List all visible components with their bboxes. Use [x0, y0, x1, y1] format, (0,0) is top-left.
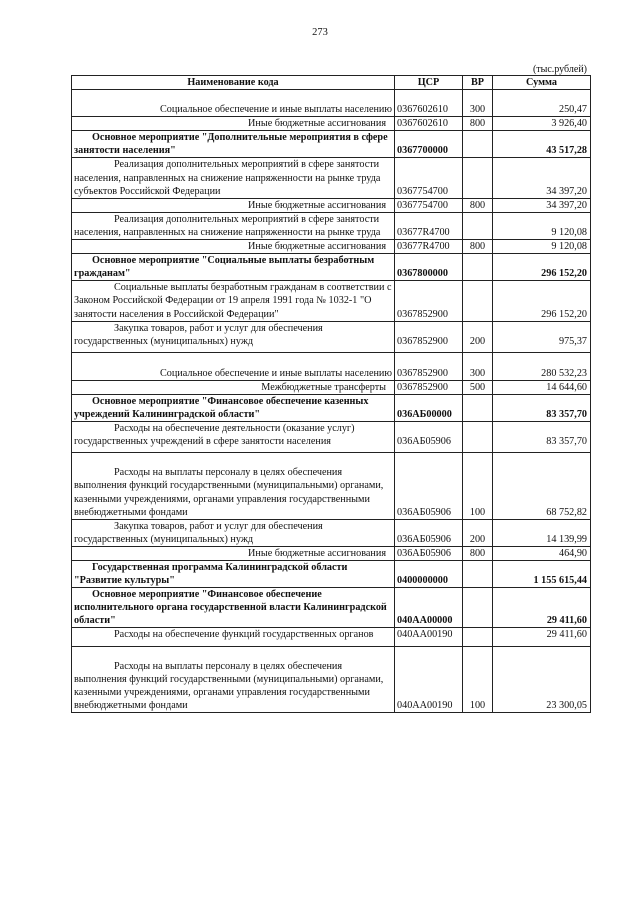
- row-vr: 800: [463, 198, 493, 212]
- header-name: Наименование кода: [72, 76, 395, 90]
- row-name: Иные бюджетные ассигнования: [72, 117, 395, 131]
- row-sum: 34 397,20: [493, 198, 591, 212]
- row-name: Расходы на выплаты персоналу в целях обеспечения выполнения функций государственными (муниципальными) органами, казенными учреждениями, органами управления государственными внебюджетными фондами: [72, 453, 395, 519]
- row-name: Социальное обеспечение и иные выплаты населению: [72, 352, 395, 380]
- row-name: Основное мероприятие "Социальные выплаты безработным гражданам": [72, 254, 395, 281]
- row-vr: 100: [463, 646, 493, 712]
- row-vr: 200: [463, 321, 493, 352]
- row-sum: 1 155 615,44: [493, 561, 591, 588]
- row-sum: 83 357,70: [493, 422, 591, 453]
- row-csr: 036АБ05906: [395, 453, 463, 519]
- row-csr: 036АБ05906: [395, 422, 463, 453]
- table-row: [72, 628, 591, 646]
- row-csr: 0367852900: [395, 281, 463, 321]
- row-name: Закупка товаров, работ и услуг для обеспечения государственных (муниципальных) нужд: [72, 321, 395, 352]
- row-sum: 34 397,20: [493, 158, 591, 198]
- row-sum: 68 752,82: [493, 453, 591, 519]
- row-name: Государственная программа Калининградской области "Развитие культуры": [72, 561, 395, 588]
- row-csr: 0367754700: [395, 198, 463, 212]
- row-csr: 0367700000: [395, 131, 463, 158]
- page-number: 273: [312, 27, 328, 38]
- row-sum: 23 300,05: [493, 646, 591, 712]
- row-name: Расходы на выплаты персоналу в целях обеспечения выполнения функций государственными (муниципальными) органами, казенными учреждениями, органами управления государственными внебюджетными фондами: [72, 646, 395, 712]
- table-row: [72, 198, 591, 212]
- row-vr: 300: [463, 90, 493, 117]
- row-name: Закупка товаров, работ и услуг для обеспечения государственных (муниципальных) нужд: [72, 519, 395, 546]
- unit-note: (тыс.рублей): [532, 64, 587, 75]
- row-sum: 250,47: [493, 90, 591, 117]
- row-name: Расходы на обеспечение функций государственных органов: [72, 628, 395, 646]
- table-body: [72, 90, 591, 713]
- table-header-row: [72, 76, 591, 90]
- table-row: [72, 519, 591, 546]
- table-row: [72, 422, 591, 453]
- row-vr: [463, 281, 493, 321]
- table-row: [72, 131, 591, 158]
- table-row: [72, 453, 591, 519]
- row-name: Социальное обеспечение и иные выплаты населению: [72, 90, 395, 117]
- row-name: Расходы на обеспечение деятельности (оказание услуг) государственных учреждений в сфере занятости населения: [72, 422, 395, 453]
- header-sum: Сумма: [493, 76, 591, 90]
- header-csr: ЦСР: [395, 76, 463, 90]
- row-name: Основное мероприятие "Дополнительные мероприятия в сфере занятости населения": [72, 131, 395, 158]
- table-row: [72, 212, 591, 239]
- row-csr: 036АБ05906: [395, 546, 463, 560]
- row-csr: 036АБ05906: [395, 519, 463, 546]
- row-vr: 200: [463, 519, 493, 546]
- row-csr: 0367602610: [395, 117, 463, 131]
- row-sum: 14 139,99: [493, 519, 591, 546]
- row-csr: 03677R4700: [395, 240, 463, 254]
- row-vr: 500: [463, 380, 493, 394]
- table-row: [72, 561, 591, 588]
- table-row: [72, 394, 591, 421]
- row-sum: 29 411,60: [493, 588, 591, 628]
- row-vr: [463, 131, 493, 158]
- row-vr: 300: [463, 352, 493, 380]
- row-vr: [463, 422, 493, 453]
- row-vr: [463, 394, 493, 421]
- row-csr: 03677R4700: [395, 212, 463, 239]
- row-vr: [463, 628, 493, 646]
- row-csr: 0367800000: [395, 254, 463, 281]
- table-row: [72, 646, 591, 712]
- row-csr: 0400000000: [395, 561, 463, 588]
- table-row: [72, 240, 591, 254]
- row-csr: 040АА00190: [395, 646, 463, 712]
- row-name: Иные бюджетные ассигнования: [72, 198, 395, 212]
- table-row: [72, 254, 591, 281]
- row-csr: 0367602610: [395, 90, 463, 117]
- row-sum: 83 357,70: [493, 394, 591, 421]
- row-name: Межбюджетные трансферты: [72, 380, 395, 394]
- row-csr: 036АБ00000: [395, 394, 463, 421]
- row-vr: [463, 561, 493, 588]
- row-csr: 040АА00000: [395, 588, 463, 628]
- row-sum: 296 152,20: [493, 254, 591, 281]
- row-vr: [463, 254, 493, 281]
- table-row: [72, 117, 591, 131]
- row-vr: 100: [463, 453, 493, 519]
- row-sum: 9 120,08: [493, 212, 591, 239]
- table-row: [72, 546, 591, 560]
- table-row: [72, 158, 591, 198]
- table-row: [72, 90, 591, 117]
- row-vr: 800: [463, 117, 493, 131]
- row-csr: 0367852900: [395, 352, 463, 380]
- table-row: [72, 281, 591, 321]
- row-vr: [463, 212, 493, 239]
- table-row: [72, 380, 591, 394]
- row-name: Социальные выплаты безработным гражданам в соответствии с Законом Российской Федерации от 19 апреля 1991 года № 1032-1 "О занятости населения в Российской Федерации": [72, 281, 395, 321]
- row-csr: 0367754700: [395, 158, 463, 198]
- budget-table: [71, 75, 591, 713]
- row-sum: 29 411,60: [493, 628, 591, 646]
- row-name: Основное мероприятие "Финансовое обеспечение казенных учреждений Калининградской области": [72, 394, 395, 421]
- row-vr: 800: [463, 240, 493, 254]
- row-name: Иные бюджетные ассигнования: [72, 240, 395, 254]
- row-sum: 3 926,40: [493, 117, 591, 131]
- row-vr: 800: [463, 546, 493, 560]
- row-vr: [463, 588, 493, 628]
- row-sum: 43 517,28: [493, 131, 591, 158]
- row-sum: 975,37: [493, 321, 591, 352]
- row-name: Основное мероприятие "Финансовое обеспечение исполнительного органа государственной власти Калининградской области": [72, 588, 395, 628]
- row-sum: 464,90: [493, 546, 591, 560]
- row-sum: 296 152,20: [493, 281, 591, 321]
- row-vr: [463, 158, 493, 198]
- table-row: [72, 321, 591, 352]
- row-sum: 280 532,23: [493, 352, 591, 380]
- row-csr: 040АА00190: [395, 628, 463, 646]
- row-sum: 9 120,08: [493, 240, 591, 254]
- row-csr: 0367852900: [395, 321, 463, 352]
- row-name: Реализация дополнительных мероприятий в сфере занятости населения, направленных на снижение напряженности на рынке труда: [72, 212, 395, 239]
- row-csr: 0367852900: [395, 380, 463, 394]
- row-name: Иные бюджетные ассигнования: [72, 546, 395, 560]
- row-name: Реализация дополнительных мероприятий в сфере занятости населения, направленных на снижение напряженности на рынке труда субъектов Российской Федерации: [72, 158, 395, 198]
- header-vr: ВР: [463, 76, 493, 90]
- table-row: [72, 352, 591, 380]
- row-sum: 14 644,60: [493, 380, 591, 394]
- table-row: [72, 588, 591, 628]
